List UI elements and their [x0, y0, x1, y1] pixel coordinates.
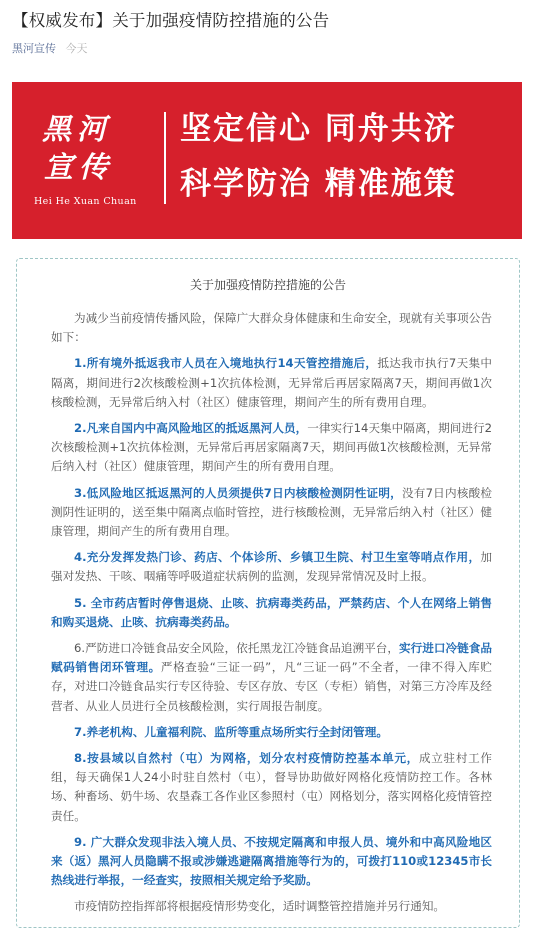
notice-item-1: 1.所有境外抵返我市人员在入境地执行14天管控措施后，抵达我市执行7天集中隔离，期间进行2次核酸检测+1次抗体检测，无异常后再居家隔离7天，期间再做1次核酸检测，无异常后纳入村（社区）健康管理，期间产生的所有费用自理。: [51, 356, 492, 409]
banner-slogan-line1: 坚定信心 同舟共济: [180, 111, 457, 147]
banner-image: [12, 82, 522, 239]
account-name-link[interactable]: 黑河宣传: [12, 42, 56, 55]
notice-item-4: 4.充分发挥发热门诊、药店、个体诊所、乡镇卫生院、村卫生室等哨点作用，加强对发热、干咳、咽痛等呼吸道症状病例的监测，发现异常情况及时上报。: [51, 550, 492, 584]
logo-text-line2: 宣传: [44, 150, 115, 184]
notice-title: 关于加强疫情防控措施的公告: [189, 278, 346, 292]
banner-divider: [164, 112, 166, 204]
notice-item-3: 3.低风险地区抵返黑河的人员须提供7日内核酸检测阴性证明，没有7日内核酸检测阴性证明的，送至集中隔离点临时管控，进行核酸检测，无异常后纳入村（社区）健康管理，期间产生的所有费用自理。: [51, 485, 492, 539]
notice-item-7: 7.养老机构、儿童福利院、监所等重点场所实行全封闭管理。: [74, 724, 388, 739]
notice-item-6: 6.严防进口冷链食品安全风险，依托黑龙江冷链食品追溯平台，实行进口冷链食品赋码销售闭环管理。严格查验“三证一码”，凡“三证一码”不全者，一律不得入库贮存，对进口冷链食品实行专区待验、专区存放、专区（专柜）销售，对第三方冷库及经营者、从业人员进行全员核酸检测，实行周报告制度。: [51, 641, 492, 713]
notice-item-8: 8.按县域以自然村（屯）为网格，划分农村疫情防控基本单元，成立驻村工作组，每天确保1人24小时驻自然村（屯），督导协助做好网格化疫情防控工作。各林场、种畜场、奶牛场、农垦森工各作业区参照村（屯）网格划分，落实网格化疫情管控责任。: [51, 751, 492, 823]
article-meta: [12, 42, 88, 56]
banner-slogan-line2: 科学防治 精准施策: [180, 166, 457, 202]
notice-content: [51, 309, 492, 924]
heihe-xuanchuan-logo: [34, 112, 146, 207]
notice-closing: 市疫情防控指挥部将根据疫情形势变化，适时调整管控措施并另行通知。: [74, 899, 446, 914]
notice-item-2: 2.凡来自国内中高风险地区的抵返黑河人员，一律实行14天集中隔离，期间进行2次核酸检测+1次抗体检测，无异常后再居家隔离7天，期间再做1次核酸检测，无异常后纳入村（社区）健康管理，期间产生的所有费用自理。: [51, 421, 492, 474]
notice-intro: 为减少当前疫情传播风险，保障广大群众身体健康和生命安全，现就有关事项公告如下：: [51, 311, 492, 345]
notice-item-5: 5. 全市药店暂时停售退烧、止咳、抗病毒类药品，严禁药店、个人在网络上销售和购买退烧、止咳、抗病毒类药品。: [51, 595, 492, 629]
logo-text-line1: 黑河: [42, 112, 113, 146]
notice-document: [16, 258, 520, 928]
notice-item-9: 9. 广大群众发现非法入境人员、不按规定隔离和申报人员、境外和中高风险地区来（返）黑河人员隐瞒不报或涉嫌逃避隔离措施等行为的，可拨打110或12345市长热线进行举报，一经查实，按照相关规定给予奖励。: [51, 834, 492, 888]
publish-time: 今天: [65, 42, 88, 55]
article-title: 【权威发布】关于加强疫情防控措施的公告: [12, 11, 330, 30]
logo-english-text: Hei He Xuan Chuan: [34, 196, 137, 207]
